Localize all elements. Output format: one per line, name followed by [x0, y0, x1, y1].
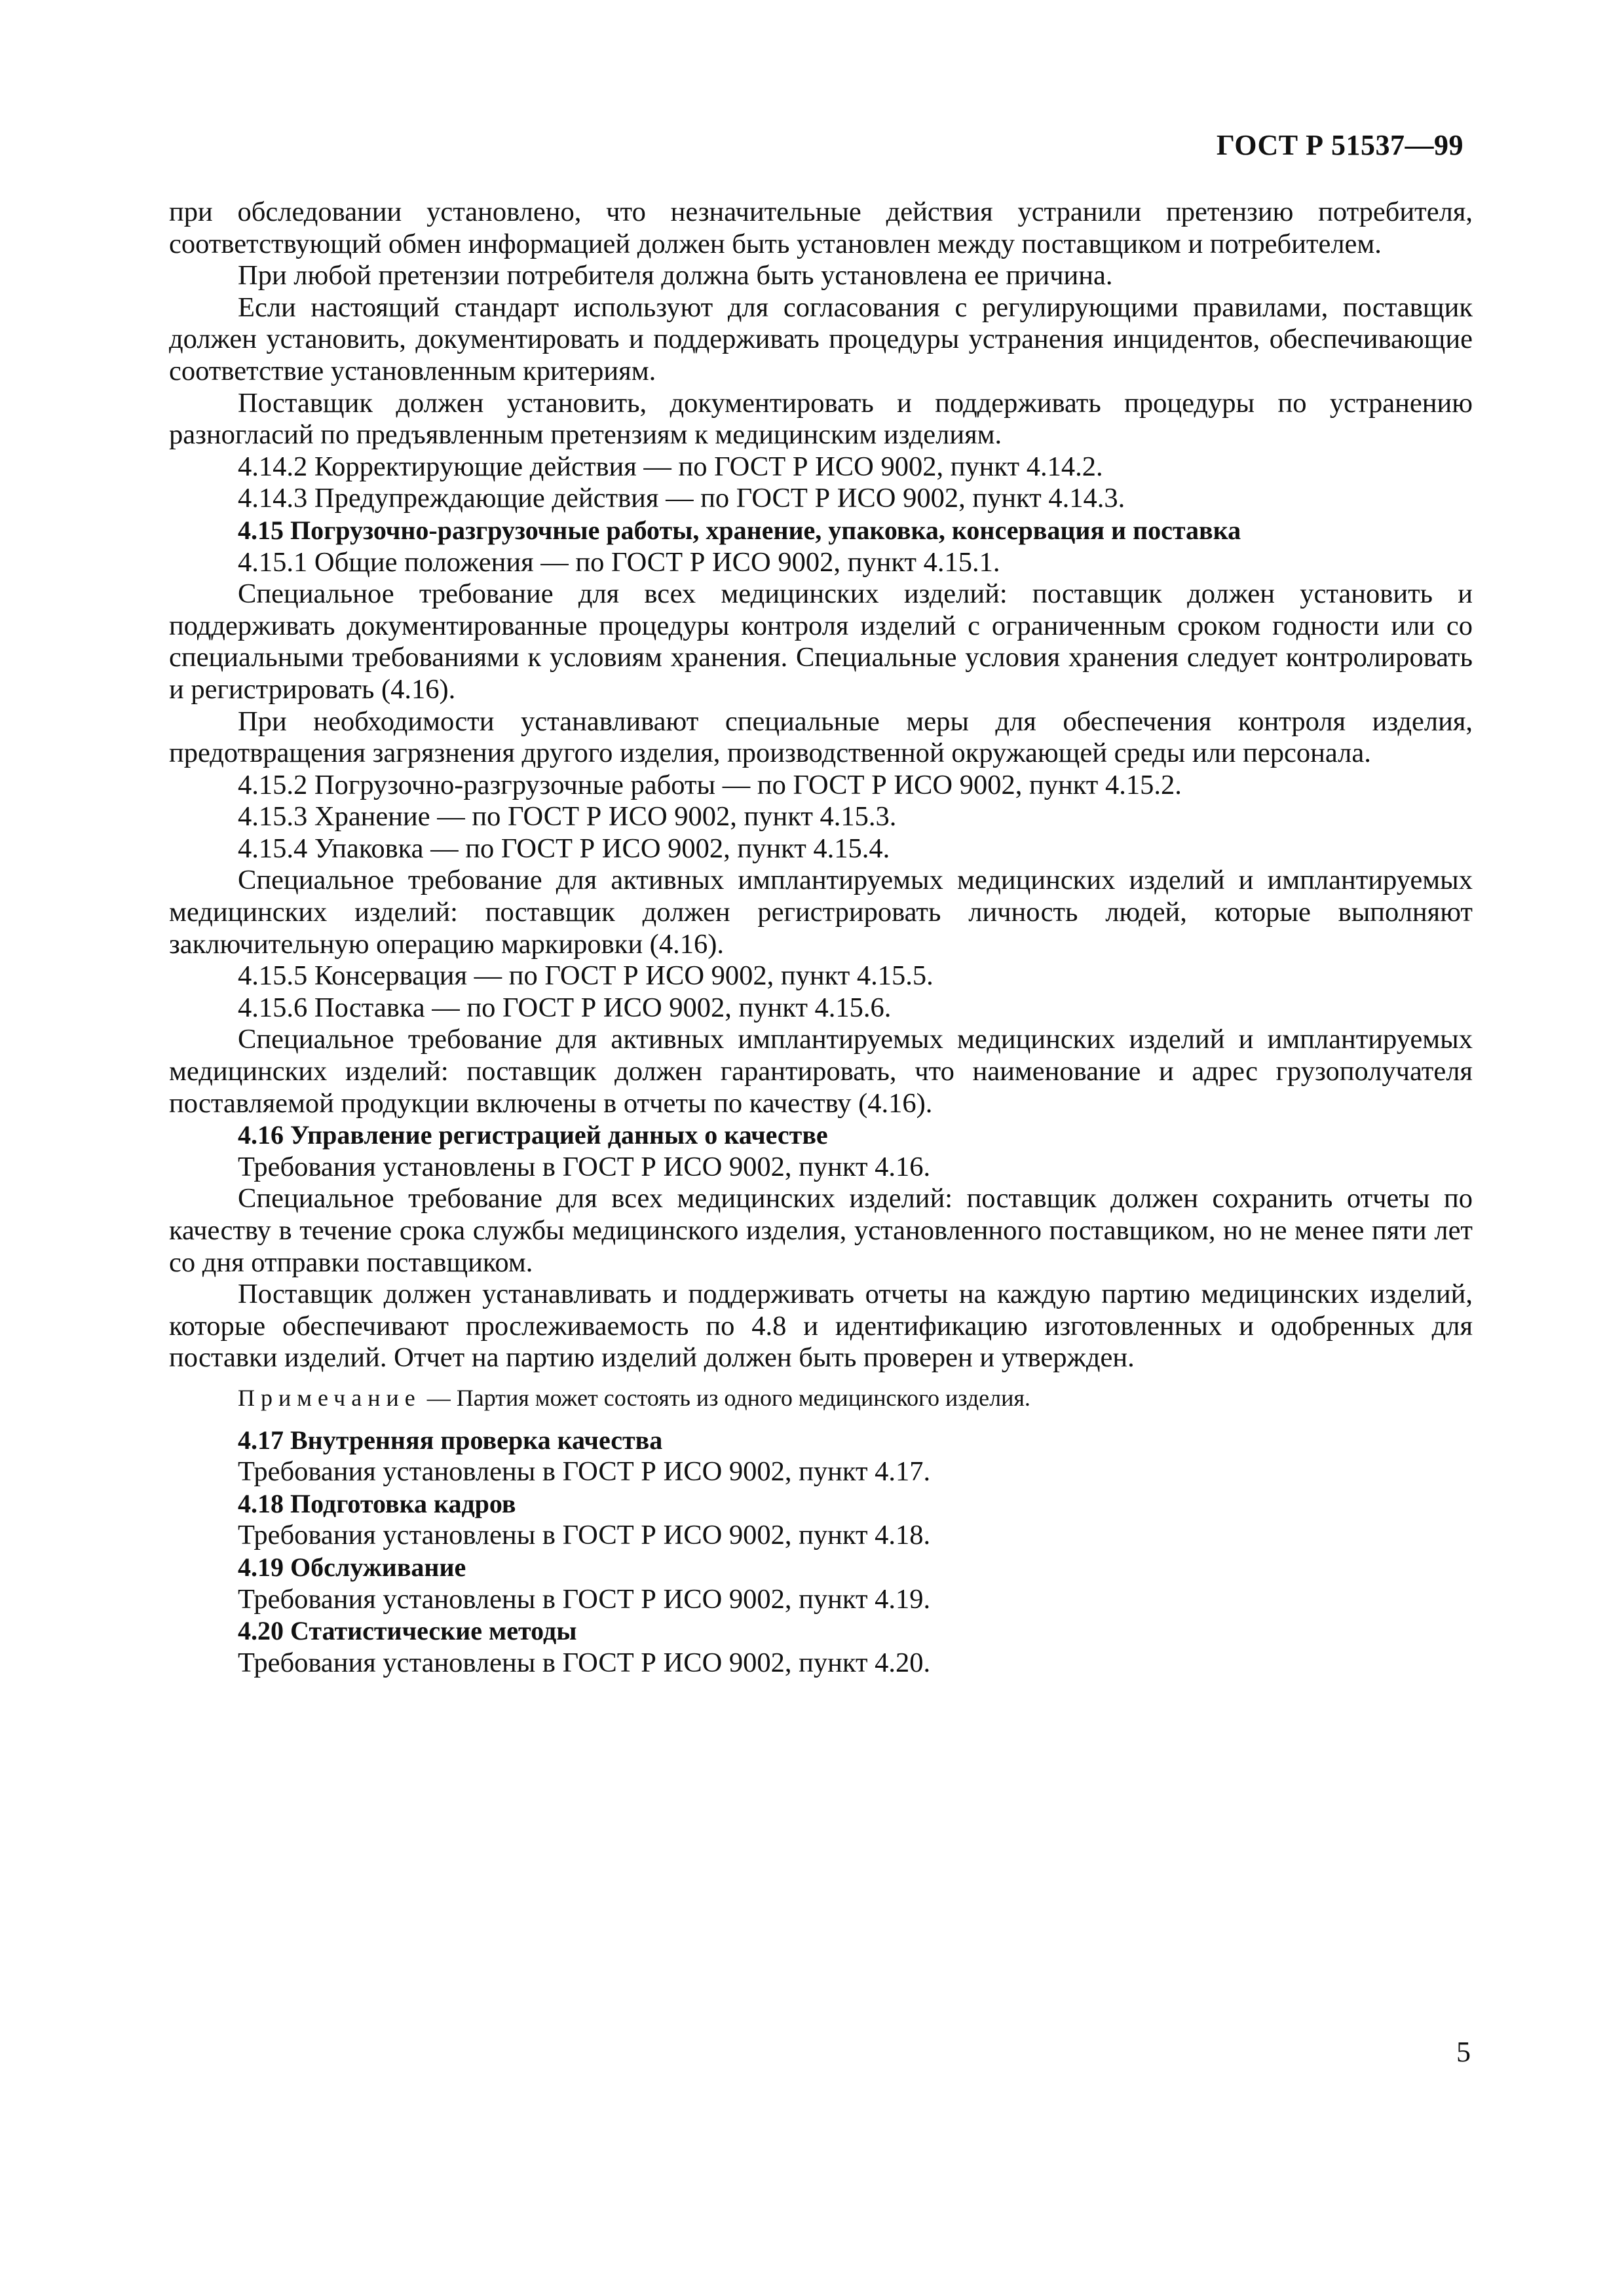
- document-header: ГОСТ Р 51537—99: [1216, 129, 1463, 161]
- clause-4-14-2: 4.14.2 Корректирующие действия — по ГОСТ Р ИСО 9002, пункт 4.14.2.: [238, 451, 1103, 482]
- clause-4-15-6: 4.15.6 Поставка — по ГОСТ Р ИСО 9002, пункт 4.15.6.: [238, 992, 892, 1023]
- clause-4-15-4: 4.15.4 Упаковка — по ГОСТ Р ИСО 9002, пункт 4.15.4.: [238, 833, 890, 864]
- section-heading-4-19: 4.19 Обслуживание: [238, 1552, 466, 1582]
- note-label: Примечание: [238, 1384, 421, 1411]
- body-text: [169, 197, 1473, 1679]
- page-number: 5: [1456, 2036, 1471, 2068]
- paragraph: Специальное требование для активных имплантируемых медицинских изделий и имплантируемых медицинских изделий: поставщик должен гарантировать, что наименование и адрес грузополучателя поставляемой продукции включены в отчеты по качеству (4.16).: [169, 1024, 1473, 1119]
- paragraph: Поставщик должен устанавливать и поддерживать отчеты на каждую партию медицинских изделий, которые обеспечивают прослеживаемость по 4.8 и идентификацию изготовленных и одобренных для поставки изделий. Отчет на партию изделий должен быть проверен и утвержден.: [169, 1279, 1473, 1374]
- paragraph: При необходимости устанавливают специальные меры для обеспечения контроля изделия, предотвращения загрязнения другого изделия, производственной окружающей среды или персонала.: [169, 705, 1473, 769]
- note-text: — Партия может состоять из одного медицинского изделия.: [421, 1384, 1030, 1411]
- clause-4-15-2: 4.15.2 Погрузочно-разгрузочные работы — по ГОСТ Р ИСО 9002, пункт 4.15.2.: [238, 769, 1182, 800]
- paragraph: Требования установлены в ГОСТ Р ИСО 9002, пункт 4.16.: [238, 1151, 931, 1182]
- paragraph: Требования установлены в ГОСТ Р ИСО 9002, пункт 4.20.: [238, 1647, 931, 1678]
- paragraph: Специальное требование для всех медицинских изделий: поставщик должен сохранить отчеты по качеству в течение срока службы медицинского изделия, установленного поставщиком, но не менее пяти лет со дня отправки поставщиком.: [169, 1183, 1473, 1278]
- clause-4-14-3: 4.14.3 Предупреждающие действия — по ГОСТ Р ИСО 9002, пункт 4.14.3.: [238, 483, 1125, 514]
- section-heading-4-15: 4.15 Погрузочно-разгрузочные работы, хранение, упаковка, консервация и поставка: [238, 515, 1241, 545]
- section-heading-4-16: 4.16 Управление регистрацией данных о качестве: [238, 1120, 828, 1150]
- clause-4-15-5: 4.15.5 Консервация — по ГОСТ Р ИСО 9002, пункт 4.15.5.: [238, 960, 934, 992]
- paragraph: При любой претензии потребителя должна быть установлена ее причина.: [238, 260, 1113, 291]
- section-heading-4-17: 4.17 Внутренняя проверка качества: [238, 1425, 663, 1455]
- paragraph: Требования установлены в ГОСТ Р ИСО 9002, пункт 4.19.: [238, 1583, 931, 1615]
- clause-4-15-1: 4.15.1 Общие положения — по ГОСТ Р ИСО 9002, пункт 4.15.1.: [238, 546, 1000, 578]
- paragraph: Специальное требование для всех медицинских изделий: поставщик должен установить и поддерживать документированные процедуры контроля изделий с ограниченным сроком годности или со специальными требованиями к условиям хранения. Специальные условия хранения следует контролировать и регистрировать (4.16).: [169, 578, 1473, 705]
- section-heading-4-18: 4.18 Подготовка кадров: [238, 1488, 516, 1518]
- paragraph: Если настоящий стандарт используют для согласования с регулирующими правилами, поставщик должен установить, документировать и поддерживать процедуры устранения инцидентов, обеспечивающие соответствие установленным критериям.: [169, 291, 1473, 386]
- paragraph: при обследовании установлено, что незначительные действия устранили претензию потребителя, соответствующий обмен информацией должен быть установлен между поставщиком и потребителем.: [169, 197, 1473, 259]
- paragraph: Требования установлены в ГОСТ Р ИСО 9002, пункт 4.18.: [238, 1520, 931, 1551]
- paragraph: Поставщик должен установить, документировать и поддерживать процедуры по устранению разногласий по предъявленным претензиям к медицинским изделиям.: [169, 387, 1473, 451]
- paragraph: Специальное требование для активных имплантируемых медицинских изделий и имплантируемых медицинских изделий: поставщик должен регистрировать личность людей, которые выполняют заключительную операцию маркировки (4.16).: [169, 865, 1473, 960]
- clause-4-15-3: 4.15.3 Хранение — по ГОСТ Р ИСО 9002, пункт 4.15.3.: [238, 801, 897, 833]
- note: [169, 1382, 1473, 1414]
- section-heading-4-20: 4.20 Статистические методы: [238, 1616, 577, 1646]
- paragraph: Требования установлены в ГОСТ Р ИСО 9002, пункт 4.17.: [238, 1456, 931, 1488]
